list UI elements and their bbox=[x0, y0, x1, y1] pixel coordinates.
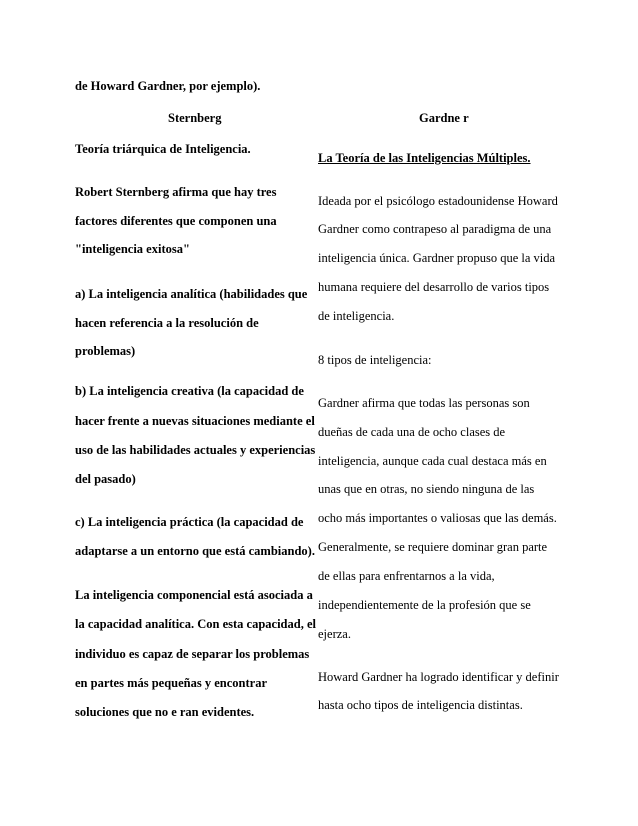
left-line: en partes más pequeñas y encontrar bbox=[75, 676, 268, 690]
left-line: La inteligencia componencial está asociada a bbox=[75, 588, 313, 602]
left-line: hacer frente a nuevas situaciones mediante el bbox=[75, 414, 315, 428]
right-line: Generalmente, se requiere dominar gran parte bbox=[318, 540, 548, 554]
left-line: "inteligencia exitosa" bbox=[75, 242, 190, 256]
left-line: hacen referencia a la resolución de bbox=[75, 316, 259, 330]
right-line: de ellas para enfrentarnos a la vida, bbox=[318, 569, 495, 583]
gardner-subtitle: La Teoría de las Inteligencias Múltiples. bbox=[318, 151, 531, 165]
right-line: hasta ocho tipos de inteligencia distintas. bbox=[318, 698, 523, 712]
right-line: ejerza. bbox=[318, 627, 351, 641]
right-line: unas que en otras, no siendo ninguna de las bbox=[318, 482, 535, 496]
gardner-heading: Gardne r bbox=[419, 111, 469, 125]
right-line: Howard Gardner ha logrado identificar y definir bbox=[318, 670, 559, 684]
left-line: individuo es capaz de separar los problemas bbox=[75, 647, 310, 661]
left-line: b) La inteligencia creativa (la capacidad de bbox=[75, 384, 304, 398]
left-line: uso de las habilidades actuales y experiencias bbox=[75, 443, 316, 457]
left-line: c) La inteligencia práctica (la capacidad de bbox=[75, 515, 304, 529]
right-line: ocho más importantes o valiosas que las demás. bbox=[318, 511, 557, 525]
right-line: independientemente de la profesión que se bbox=[318, 598, 531, 612]
left-line: a) La inteligencia analítica (habilidades que bbox=[75, 287, 308, 301]
right-line: inteligencia única. Gardner propuso que la vida bbox=[318, 251, 556, 265]
left-line: Robert Sternberg afirma que hay tres bbox=[75, 185, 277, 199]
right-line: humana requiere del desarrollo de varios tipos bbox=[318, 280, 550, 294]
left-line: la capacidad analítica. Con esta capacidad, el bbox=[75, 617, 316, 631]
right-line: inteligencia, aunque cada cual destaca más en bbox=[318, 454, 547, 468]
left-line: adaptarse a un entorno que está cambiando). bbox=[75, 544, 315, 558]
left-line: problemas) bbox=[75, 344, 136, 358]
right-line: 8 tipos de inteligencia: bbox=[318, 353, 432, 367]
right-line: Gardner afirma que todas las personas son bbox=[318, 396, 530, 410]
left-line: soluciones que no e ran evidentes. bbox=[75, 705, 255, 719]
intro-line: de Howard Gardner, por ejemplo). bbox=[75, 79, 261, 93]
sternberg-subtitle: Teoría triárquica de Inteligencia. bbox=[75, 142, 251, 156]
right-line: Gardner como contrapeso al paradigma de una bbox=[318, 222, 552, 236]
left-line: factores diferentes que componen una bbox=[75, 214, 277, 228]
left-line: del pasado) bbox=[75, 472, 136, 486]
right-line: Ideada por el psicólogo estadounidense Howard bbox=[318, 194, 558, 208]
sternberg-heading: Sternberg bbox=[168, 111, 222, 125]
right-line: dueñas de cada una de ocho clases de bbox=[318, 425, 506, 439]
right-line: de inteligencia. bbox=[318, 309, 395, 323]
